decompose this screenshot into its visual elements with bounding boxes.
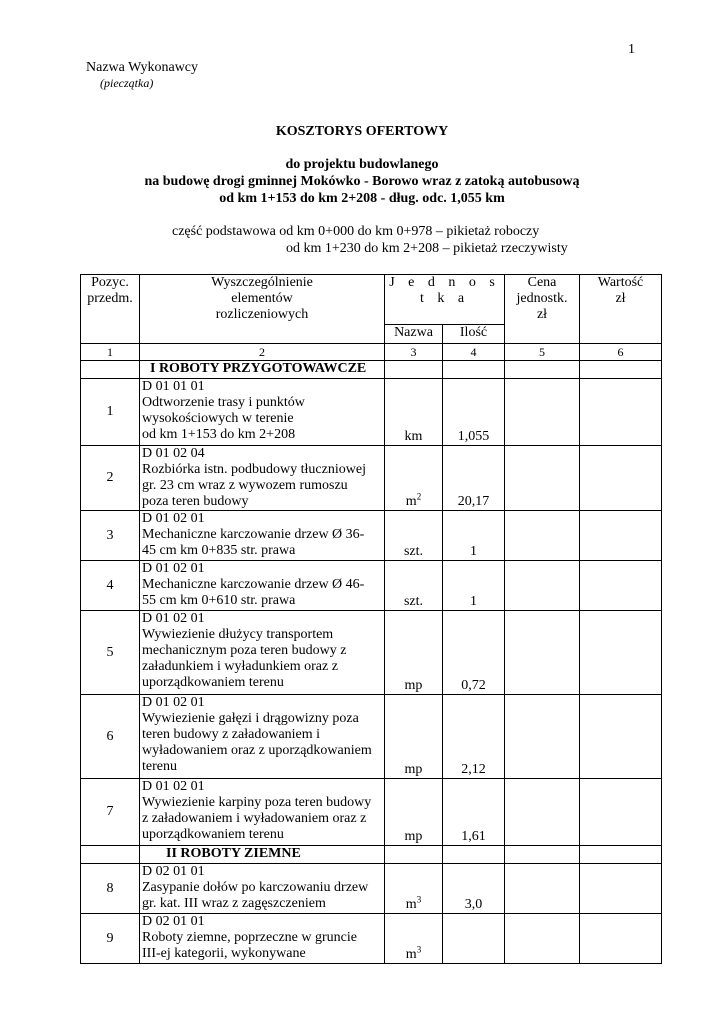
- header-unit-quantity: Ilość: [443, 325, 505, 344]
- item-quantity: 1,61: [443, 779, 505, 846]
- item-quantity: 0,72: [443, 611, 505, 695]
- section-title: I ROBOTY PRZYGOTOWAWCZE: [140, 361, 385, 379]
- item-unit-price: [505, 561, 580, 611]
- section-empty-cell: [443, 361, 505, 379]
- item-quantity: 1: [443, 511, 505, 561]
- table-row: [81, 379, 662, 446]
- item-unit-price: [505, 779, 580, 846]
- section-row: [81, 846, 662, 864]
- item-position: 7: [81, 779, 140, 846]
- item-value: [580, 695, 662, 779]
- item-description: D 01 02 01 Mechaniczne karczowanie drzew Ø 46- 55 cm km 0+610 str. prawa: [140, 561, 385, 611]
- section-empty-cell: [385, 361, 443, 379]
- header-unit-name: Nazwa: [385, 325, 443, 344]
- item-quantity: [443, 914, 505, 964]
- item-description: D 01 02 01 Wywiezienie gałęzi i drągowizny poza teren budowy z załadowaniem i wyładowaniem oraz z uporządkowaniem terenu: [140, 695, 385, 779]
- column-number: 2: [140, 344, 385, 361]
- item-description: D 01 02 01 Wywiezienie dłużycy transportem mechanicznym poza teren budowy z załadunkiem i wyładunkiem oraz z uporządkowaniem terenu: [140, 611, 385, 695]
- item-unit-exponent: 3: [416, 944, 422, 955]
- item-description: D 02 01 01 Roboty ziemne, poprzeczne w gruncie III-ej kategorii, wykonywane: [140, 914, 385, 964]
- item-unit: [385, 561, 443, 611]
- item-unit-text: m: [405, 897, 417, 912]
- item-unit-price: [505, 914, 580, 964]
- item-value: [580, 511, 662, 561]
- item-unit: [385, 914, 443, 964]
- item-unit-text: m: [405, 494, 417, 509]
- scope-line-1: część podstawowa od km 0+000 do km 0+978 – pikietaż roboczy: [172, 224, 540, 239]
- header-unit-price: Cena jednostk. zł: [505, 275, 580, 344]
- section-empty-cell: [81, 846, 140, 864]
- stamp-label: (pieczątka): [100, 76, 154, 90]
- item-value: [580, 914, 662, 964]
- scope-line-2: od km 1+230 do km 2+208 – pikietaż rzeczywisty: [286, 241, 568, 256]
- section-empty-cell: [443, 846, 505, 864]
- item-unit-text: mp: [404, 762, 423, 777]
- item-position: 3: [81, 511, 140, 561]
- table-row: [81, 446, 662, 511]
- column-number: 3: [385, 344, 443, 361]
- item-unit: [385, 695, 443, 779]
- item-position: 9: [81, 914, 140, 964]
- item-unit-text: mp: [404, 678, 423, 693]
- item-unit: [385, 446, 443, 511]
- item-unit: [385, 611, 443, 695]
- item-description: D 02 01 01 Zasypanie dołów po karczowaniu drzew gr. kat. III wraz z zagęszczeniem: [140, 864, 385, 914]
- item-unit-price: [505, 511, 580, 561]
- item-value: [580, 611, 662, 695]
- item-value: [580, 864, 662, 914]
- item-description: D 01 02 04 Rozbiórka istn. podbudowy tłuczniowej gr. 23 cm wraz z wywozem rumoszu poza teren budowy: [140, 446, 385, 511]
- item-value: [580, 446, 662, 511]
- item-unit-exponent: 3: [416, 894, 422, 905]
- column-number: 4: [443, 344, 505, 361]
- item-unit-price: [505, 379, 580, 446]
- document-subtitle-3: od km 1+153 do km 2+208 - dług. odc. 1,055 km: [219, 191, 505, 206]
- item-unit: [385, 379, 443, 446]
- item-unit: [385, 779, 443, 846]
- section-row: [81, 361, 662, 379]
- document-subtitle-2: na budowę drogi gminnej Mokówko - Borowo wraz z zatoką autobusową: [144, 174, 580, 189]
- item-unit-exponent: 2: [416, 491, 422, 502]
- section-title: II ROBOTY ZIEMNE: [140, 846, 385, 864]
- item-quantity: 3,0: [443, 864, 505, 914]
- column-number: 1: [81, 344, 140, 361]
- column-number: 6: [580, 344, 662, 361]
- section-empty-cell: [505, 846, 580, 864]
- page-number: 1: [628, 42, 635, 57]
- section-empty-cell: [505, 361, 580, 379]
- document-title: KOSZTORYS OFERTOWY: [275, 124, 449, 139]
- item-description: D 01 02 01 Wywiezienie karpiny poza teren budowy z załadowaniem i wyładowaniem oraz z uporządkowaniem terenu: [140, 779, 385, 846]
- item-unit-price: [505, 695, 580, 779]
- item-position: 8: [81, 864, 140, 914]
- table-row: [81, 914, 662, 964]
- item-value: [580, 779, 662, 846]
- header-description: Wyszczególnienie elementów rozliczeniowych: [140, 275, 385, 344]
- cost-estimate-table: [80, 274, 662, 964]
- item-quantity: 2,12: [443, 695, 505, 779]
- table-row: [81, 511, 662, 561]
- item-unit-text: szt.: [403, 544, 424, 559]
- table-row: [81, 611, 662, 695]
- item-position: 2: [81, 446, 140, 511]
- item-quantity: 1: [443, 561, 505, 611]
- item-unit: [385, 864, 443, 914]
- item-value: [580, 561, 662, 611]
- header-value: Wartość zł: [580, 275, 662, 344]
- item-unit-text: km: [404, 429, 423, 444]
- item-unit-price: [505, 611, 580, 695]
- item-quantity: 1,055: [443, 379, 505, 446]
- item-unit-text: m: [405, 947, 417, 962]
- table-row: [81, 779, 662, 846]
- item-position: 5: [81, 611, 140, 695]
- item-unit: [385, 511, 443, 561]
- table-row: [81, 561, 662, 611]
- contractor-name-label: Nazwa Wykonawcy: [86, 60, 199, 75]
- item-description: D 01 01 01 Odtworzenie trasy i punktów wysokościowych w terenie od km 1+153 do km 2+208: [140, 379, 385, 446]
- header-position: Pozyc. przedm.: [81, 275, 140, 344]
- item-unit-price: [505, 864, 580, 914]
- item-position: 1: [81, 379, 140, 446]
- item-position: 4: [81, 561, 140, 611]
- column-number: 5: [505, 344, 580, 361]
- header-unit-group: J e d n o s t k a: [385, 275, 505, 325]
- item-position: 6: [81, 695, 140, 779]
- section-empty-cell: [385, 846, 443, 864]
- document-subtitle-1: do projektu budowlanego: [285, 157, 439, 172]
- table-row: [81, 864, 662, 914]
- section-empty-cell: [580, 361, 662, 379]
- item-quantity: 20,17: [443, 446, 505, 511]
- table-row: [81, 695, 662, 779]
- item-unit-text: szt.: [403, 594, 424, 609]
- item-unit-text: mp: [404, 829, 423, 844]
- item-unit-price: [505, 446, 580, 511]
- section-empty-cell: [580, 846, 662, 864]
- item-value: [580, 379, 662, 446]
- item-description: D 01 02 01 Mechaniczne karczowanie drzew Ø 36- 45 cm km 0+835 str. prawa: [140, 511, 385, 561]
- section-empty-cell: [81, 361, 140, 379]
